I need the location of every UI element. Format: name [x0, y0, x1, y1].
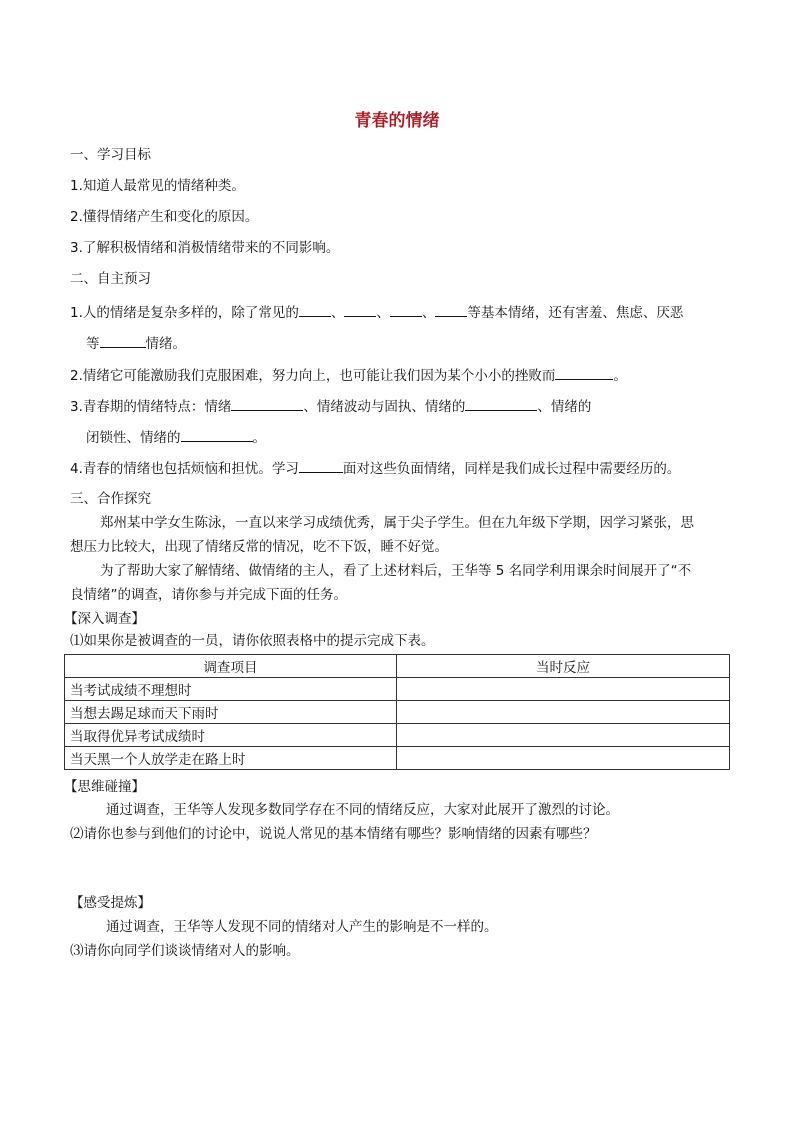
question-text: 闭锁性、情绪的 — [86, 430, 181, 446]
survey-item: 当取得优异考试成绩时 — [65, 724, 397, 747]
reflection-text: 通过调查，王华等人发现不同的情绪对人产生的影响是不一样的。 — [106, 919, 498, 935]
question-text: 1.人的情绪是复杂多样的，除了常见的 — [70, 305, 299, 321]
answer-blank[interactable] — [181, 427, 253, 442]
question-text: 面对这些负面情绪，同样是我们成长过程中需要经历的。 — [342, 461, 681, 477]
sub-question-2: ⑵请你也参与到他们的讨论中，说说人常见的基本情绪有哪些？影响情绪的因素有哪些？ — [70, 826, 597, 842]
question-text: 4.青春的情绪也包括烦恼和担忧。学习 — [70, 461, 299, 477]
question-1-line-2 — [86, 333, 186, 353]
sub-question-3: ⑶请你向同学们谈谈情绪对人的影响。 — [70, 943, 300, 959]
survey-item: 当天黑一个人放学走在路上时 — [65, 747, 397, 770]
question-text: 等 — [86, 336, 100, 352]
table-row — [65, 701, 730, 724]
section-heading-preview: 二、自主预习 — [70, 271, 151, 287]
reaction-cell[interactable] — [397, 747, 730, 770]
question-3-line-2 — [86, 427, 266, 447]
brainstorm-text: 通过调查，王华等人发现多数同学存在不同的情绪反应，大家对此展开了激烈的讨论。 — [106, 802, 619, 818]
reaction-cell[interactable] — [397, 678, 730, 701]
task-paragraph: 为了帮助大家了解情绪、做情绪的主人，看了上述材料后，王华等 5 名同学利用课余时间展开了“不 — [100, 563, 692, 579]
reaction-cell[interactable] — [397, 724, 730, 747]
question-text: 3.青春期的情绪特点：情绪 — [70, 399, 232, 415]
table-header-row — [65, 655, 730, 678]
task-paragraph: 良情绪”的调查，请你参与并完成下面的任务。 — [70, 587, 347, 603]
question-4 — [70, 458, 680, 478]
case-paragraph: 郑州某中学女生陈泳，一直以来学习成绩优秀，属于尖子学生。但在九年级下学期，因学习紧张，思 — [100, 515, 694, 531]
subheading-reflection: 【感受提炼】 — [70, 895, 151, 911]
question-text: 、情绪波动与固执、情绪的 — [303, 399, 466, 415]
sub-question-1: ⑴如果你是被调查的一员，请你依照表格中的提示完成下表。 — [70, 633, 435, 649]
question-text: 情绪。 — [145, 336, 186, 352]
objective-item: 3.了解积极情绪和消极情绪带来的不同影响。 — [70, 240, 340, 256]
section-heading-objectives: 一、学习目标 — [70, 147, 151, 163]
question-3-line-1 — [70, 396, 591, 416]
column-header: 调查项目 — [65, 655, 397, 678]
question-text: 2.情绪它可能激励我们克服困难，努力向上，也可能让我们因为某个小小的挫败而 — [70, 368, 556, 384]
subheading-brainstorm: 【思维碰撞】 — [64, 779, 145, 795]
column-header: 当时反应 — [397, 655, 730, 678]
answer-blank[interactable] — [299, 458, 343, 473]
answer-blank[interactable] — [299, 302, 331, 317]
answer-blank[interactable] — [555, 365, 613, 380]
case-paragraph: 想压力比较大，出现了情绪反常的情况，吃不下饭，睡不好觉。 — [70, 539, 448, 555]
question-text: 等基本情绪，还有害羞、焦虑、厌恶 — [467, 305, 684, 321]
answer-blank[interactable] — [344, 302, 376, 317]
separator: 、 — [376, 305, 390, 321]
survey-item: 当想去踢足球而天下雨时 — [65, 701, 397, 724]
answer-blank[interactable] — [465, 396, 537, 411]
answer-blank[interactable] — [100, 333, 146, 348]
table-row — [65, 678, 730, 701]
question-1-line-1 — [70, 302, 683, 322]
question-text: 、情绪的 — [537, 399, 592, 415]
separator: 、 — [330, 305, 345, 321]
subheading-deep-survey: 【深入调查】 — [64, 611, 145, 627]
question-text: 。 — [252, 430, 266, 446]
table-row — [65, 747, 730, 770]
answer-blank[interactable] — [435, 302, 467, 317]
survey-table — [64, 654, 730, 770]
objective-item: 1.知道人最常见的情绪种类。 — [70, 178, 245, 194]
section-heading-cooperation: 三、合作探究 — [70, 491, 151, 507]
answer-blank[interactable] — [231, 396, 303, 411]
answer-blank[interactable] — [390, 302, 422, 317]
reaction-cell[interactable] — [397, 701, 730, 724]
table-row — [65, 724, 730, 747]
separator: 、 — [421, 305, 436, 321]
question-text: 。 — [613, 368, 627, 384]
question-2 — [70, 365, 627, 385]
survey-item: 当考试成绩不理想时 — [65, 678, 397, 701]
page-title: 青春的情绪 — [354, 111, 440, 131]
objective-item: 2.懂得情绪产生和变化的原因。 — [70, 209, 259, 225]
